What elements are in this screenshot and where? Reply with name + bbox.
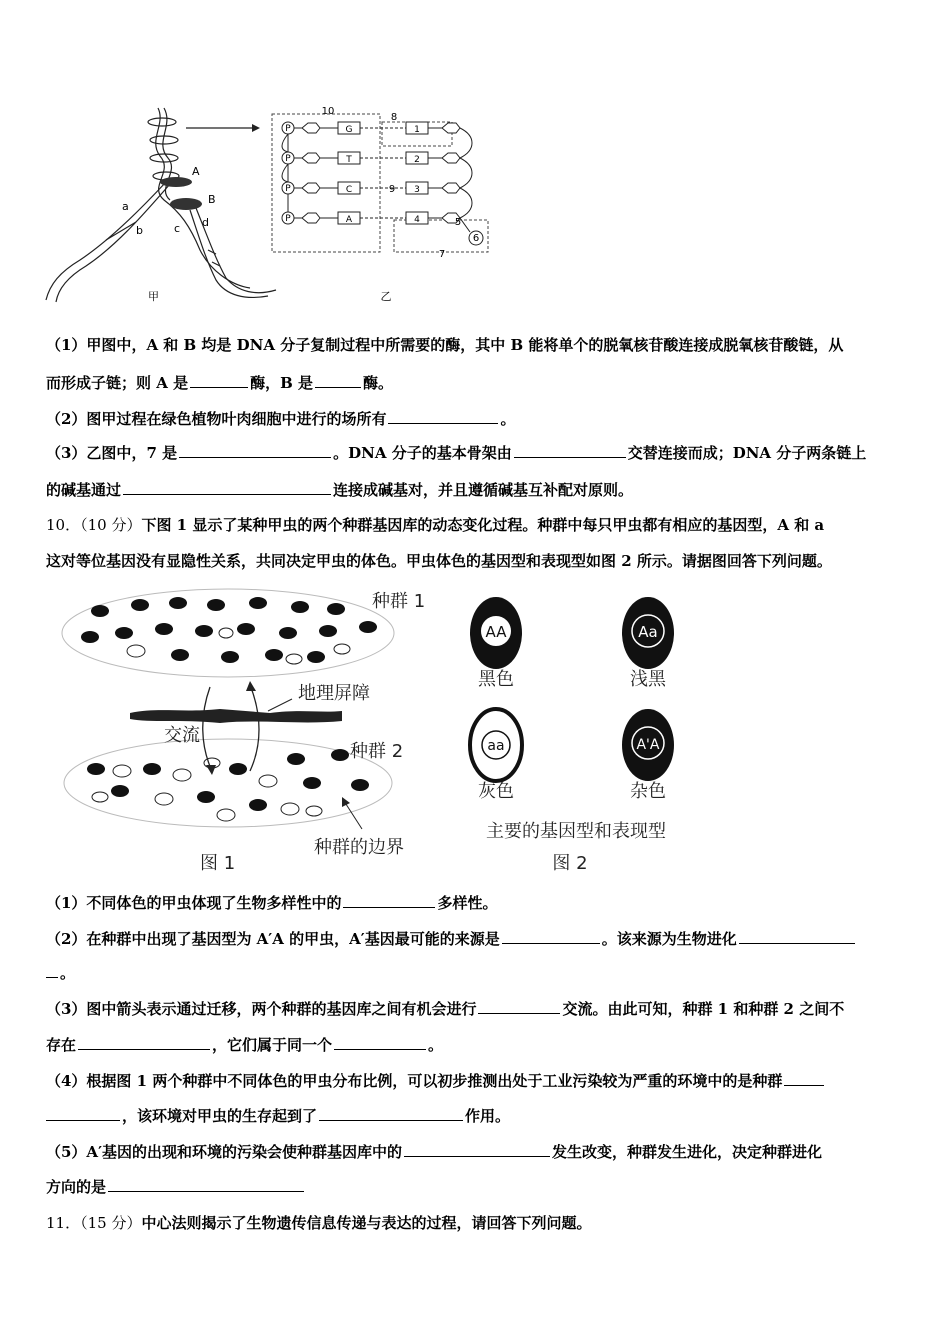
- population-figure: [60, 585, 460, 877]
- phenotype-label: 杂色: [630, 781, 666, 802]
- population1-label: 种群 1: [372, 591, 426, 612]
- genotype-label: AA: [485, 623, 507, 641]
- q10-text: 交流。由此可知，种群 1 和种群 2 之间不: [562, 1000, 845, 1018]
- phenotype-label: 浅黑: [630, 669, 666, 690]
- dna-structure-drawing: [272, 114, 488, 252]
- answer-blank[interactable]: [514, 456, 626, 458]
- phenotype-label: 灰色: [478, 781, 514, 802]
- label-10: 10: [321, 106, 335, 117]
- dna-replication-figure: [40, 100, 500, 310]
- q9-text: 。: [500, 410, 516, 428]
- barrier-label: 地理屏障: [298, 683, 370, 704]
- answer-blank[interactable]: [78, 1048, 210, 1050]
- q9-text: （1）甲图中，A 和 B 均是 DNA 分子复制过程中所需要的酶，其中 B 能将单个的脱氧核苷酸连接成脱氧核苷酸链，从: [46, 336, 844, 354]
- replication-fork-drawing: [46, 108, 276, 302]
- answer-blank[interactable]: [404, 1155, 550, 1157]
- q9-text: 交替连接而成；DNA 分子两条链上: [627, 444, 867, 462]
- strand-d-label: d: [202, 216, 209, 229]
- exchange-arrow-up: [250, 685, 259, 771]
- q10-text: ，该环境对甲虫的生存起到了: [122, 1107, 318, 1125]
- figure-yi-label: 乙: [380, 290, 392, 303]
- q10-text: 。: [428, 1036, 444, 1054]
- q10-part4-line2: [46, 1105, 510, 1126]
- q10-part1: [46, 892, 497, 913]
- base-label-left: A: [345, 215, 353, 225]
- q9-text: 。DNA 分子的基本骨架由: [333, 444, 512, 462]
- q9-part3-line1: [46, 442, 866, 463]
- answer-blank[interactable]: [343, 906, 435, 908]
- answer-blank[interactable]: [388, 422, 498, 424]
- enzyme-a-shape: [160, 177, 192, 187]
- strand-c-label: c: [174, 222, 181, 235]
- phosphate-label: P: [285, 184, 291, 194]
- q10-stem: 这对等位基因没有显隐性关系，共同决定甲虫的体色。甲虫体色的基因型和表现型如图 2 所示。请据图回答下列问题。: [46, 552, 832, 570]
- q9-text: （3）乙图中，7 是: [46, 444, 178, 462]
- label-9: 9: [388, 184, 396, 195]
- figure-jia-label: 甲: [148, 290, 159, 303]
- answer-blank[interactable]: [315, 386, 361, 388]
- strand-b-label: b: [136, 224, 143, 237]
- exchange-arrowhead: [206, 765, 216, 775]
- answer-blank[interactable]: [784, 1084, 824, 1086]
- q9-text: 连接成碱基对，并且遵循碱基互补配对原则。: [333, 481, 634, 499]
- q10-text: 作用。: [465, 1107, 511, 1125]
- genotype-label: Aa: [638, 623, 658, 641]
- base-number-right: 3: [414, 185, 420, 195]
- q10-stem: 下图 1 显示了某种甲虫的两个种群基因库的动态变化过程。种群中每只甲虫都有相应的基因型，A 和 a: [141, 516, 825, 534]
- answer-blank[interactable]: [46, 976, 58, 978]
- barrier-pointer: [268, 699, 292, 711]
- genotype-label: aa: [487, 738, 505, 754]
- q10-part3-line1: [46, 998, 844, 1019]
- q10-part5-line2: [46, 1176, 306, 1197]
- q10-text: （4）根据图 1 两个种群中不同体色的甲虫分布比例，可以初步推测出处于工业污染较为严重的环境中的是种群: [46, 1072, 783, 1090]
- q10-text: 。该来源为生物进化: [601, 930, 737, 948]
- answer-blank[interactable]: [739, 942, 855, 944]
- q10-text: （3）图中箭头表示通过迁移，两个种群的基因库之间有机会进行: [46, 1000, 477, 1018]
- boundary-pointer: [344, 801, 362, 829]
- q9-text: 的碱基通过: [46, 481, 122, 499]
- label-7: 7: [438, 249, 446, 260]
- base-label-left: T: [346, 155, 352, 165]
- q9-part1-line1: [46, 334, 843, 355]
- q9-text: 酶，B 是: [250, 374, 313, 392]
- q10-text: （5）A′基因的出现和环境的污染会使种群基因库中的: [46, 1143, 403, 1161]
- figure2-caption: 图 2: [552, 853, 588, 874]
- q9-text: 酶。: [363, 374, 394, 392]
- base-number-right: 1: [414, 125, 420, 135]
- enzyme-b-shape: [170, 198, 202, 210]
- enzyme-a-label: A: [192, 165, 200, 178]
- answer-blank[interactable]: [319, 1119, 463, 1121]
- population2-label: 种群 2: [350, 741, 404, 762]
- q10-stem-line2: [46, 550, 832, 571]
- q10-text: （1）不同体色的甲虫体现了生物多样性中的: [46, 894, 342, 912]
- q10-part2-line1: [46, 928, 857, 949]
- q9-part3-line2: [46, 479, 633, 500]
- base-label-left: G: [345, 125, 353, 135]
- phosphate-label: P: [285, 154, 291, 164]
- q10-text: 存在: [46, 1036, 77, 1054]
- q10-part2-line2: [46, 962, 75, 983]
- base-label-left: C: [345, 185, 353, 195]
- q9-text: （2）图甲过程在绿色植物叶肉细胞中进行的场所有: [46, 410, 387, 428]
- enzyme-b-label: B: [208, 193, 216, 206]
- q9-part1-line2: [46, 372, 393, 393]
- q10-text: 方向的是: [46, 1178, 107, 1196]
- q10-text: 多样性。: [437, 894, 498, 912]
- answer-blank[interactable]: [334, 1048, 426, 1050]
- q11-stem: [46, 1212, 591, 1233]
- answer-blank[interactable]: [502, 942, 600, 944]
- label-6: 6: [472, 233, 480, 244]
- genotype-label: A'A: [636, 737, 660, 753]
- q10-part3-line2: [46, 1034, 443, 1055]
- answer-blank[interactable]: [478, 1012, 560, 1014]
- answer-blank[interactable]: [108, 1190, 304, 1192]
- label-8: 8: [390, 112, 398, 123]
- answer-blank[interactable]: [190, 386, 248, 388]
- figure1-caption: 图 1: [200, 853, 236, 874]
- q10-text: 。: [60, 964, 76, 982]
- answer-blank[interactable]: [123, 493, 331, 495]
- genotype-figure: [460, 585, 710, 877]
- strand-a-label: a: [122, 200, 129, 213]
- base-number-right: 2: [414, 155, 420, 165]
- label-5: 5: [454, 217, 462, 228]
- zoom-arrow-head: [252, 124, 260, 132]
- phosphate-label: P: [285, 124, 291, 134]
- phosphate-label: P: [285, 214, 291, 224]
- q10-text: （2）在种群中出现了基因型为 A′A 的甲虫，A′基因最可能的来源是: [46, 930, 500, 948]
- question-number: 11．（15 分）: [46, 1214, 142, 1232]
- geographic-barrier: [130, 709, 342, 723]
- q10-text: 发生改变，种群发生进化，决定种群进化: [552, 1143, 823, 1161]
- q10-stem-line1: [46, 514, 824, 535]
- q9-text: 而形成子链；则 A 是: [46, 374, 189, 392]
- phenotype-label: 黑色: [478, 669, 514, 690]
- figure2-subtitle: 主要的基因型和表现型: [486, 821, 666, 842]
- answer-blank[interactable]: [179, 456, 331, 458]
- q10-text: ，它们属于同一个: [212, 1036, 333, 1054]
- exchange-arrowhead: [246, 681, 256, 691]
- exchange-label: 交流: [164, 725, 200, 746]
- population2-beetles: [87, 749, 369, 811]
- q10-part4-line1: [46, 1070, 826, 1091]
- boundary-pointer-head: [342, 797, 350, 807]
- q10-part5-line1: [46, 1141, 822, 1162]
- q11-text: 中心法则揭示了生物遗传信息传递与表达的过程，请回答下列问题。: [141, 1214, 592, 1232]
- question-number: 10．（10 分）: [46, 516, 142, 534]
- base-number-right: 4: [414, 215, 420, 225]
- q9-part2: [46, 408, 515, 429]
- answer-blank[interactable]: [46, 1119, 120, 1121]
- boundary-label: 种群的边界: [314, 837, 404, 858]
